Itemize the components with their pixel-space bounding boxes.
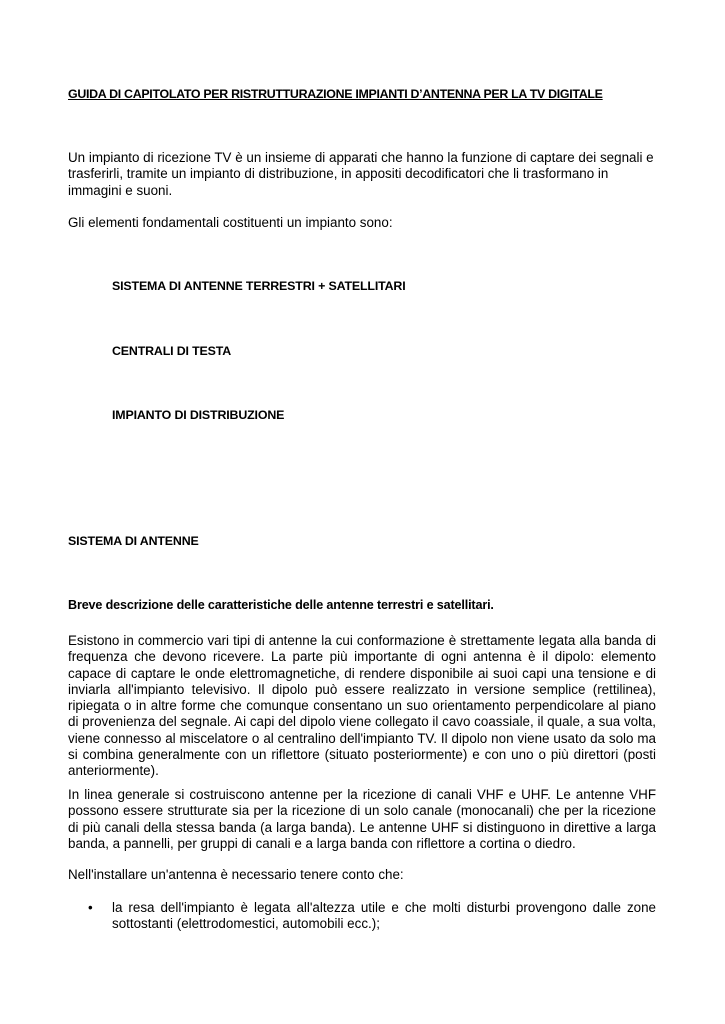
element-heading-centrali: CENTRALI DI TESTA <box>112 344 232 358</box>
section-subtitle: Breve descrizione delle caratteristiche delle antenne terrestri e satellitari. <box>68 598 494 612</box>
intro-elements-lead: Gli elementi fondamentali costituenti un impianto sono: <box>68 215 393 230</box>
element-heading-distribuzione: IMPIANTO DI DISTRIBUZIONE <box>112 408 285 422</box>
section-paragraph-installazione: Nell'installare un'antenna è necessario tenere conto che: <box>68 867 404 882</box>
section-title: SISTEMA DI ANTENNE <box>68 534 199 548</box>
list-item <box>68 900 656 933</box>
section-paragraph-vhf-uhf: In linea generale si costruiscono antenne per la ricezione di canali VHF e UHF. Le antenne VHF possono essere strutturate sia per la ricezione di un solo canale (monocanali) che per la ricezione di più canali della stessa banda (a larga banda). Le antenne UHF si distinguono in direttive a larga banda, a pannelli, per gruppi di canali e a larga banda con riflettore a cortina o diedro. <box>68 787 656 851</box>
element-heading-antenne: SISTEMA DI ANTENNE TERRESTRI + SATELLITARI <box>112 279 406 293</box>
list-item-text: la resa dell'impianto è legata all'altezza utile e che molti disturbi provengono dalle zone sottostanti (elettrodomestici, automobili ecc.); <box>112 900 656 932</box>
section-paragraph-dipolo: Esistono in commercio vari tipi di antenne la cui conformazione è strettamente legata alla banda di frequenza che devono ricevere. La parte più importante di ogni antenna è il dipolo: elemento capace di captare le onde elettromagnetiche, di rendere disponibile ai suoi capi una tensione e di inviarla all'impianto televisivo. Il dipolo può essere realizzato in versione semplice (rettilinea), ripiegata o in altre forme che comunque consentano un suo orientamento perpendicolare al piano di provenienza del segnale. Ai capi del dipolo viene collegato il cavo coassiale, il quale, a sua volta, viene connesso al miscelatore o al centralino dell'impianto TV. Il dipolo non viene usato da solo ma si combina generalmente con un riflettore (situato posteriormente) e con uno o più direttori (posti anteriormente). <box>68 633 656 779</box>
document-title: GUIDA DI CAPITOLATO PER RISTRUTTURAZIONE IMPIANTI D’ANTENNA PER LA TV DIGITALE <box>68 87 603 101</box>
intro-paragraph: Un impianto di ricezione TV è un insieme di apparati che hanno la funzione di captare dei segnali e trasferirli, tramite un impianto di distribuzione, in appositi decodificatori che li trasformano in immagini e suoni. <box>68 150 654 198</box>
bullet-icon: • <box>88 900 93 915</box>
